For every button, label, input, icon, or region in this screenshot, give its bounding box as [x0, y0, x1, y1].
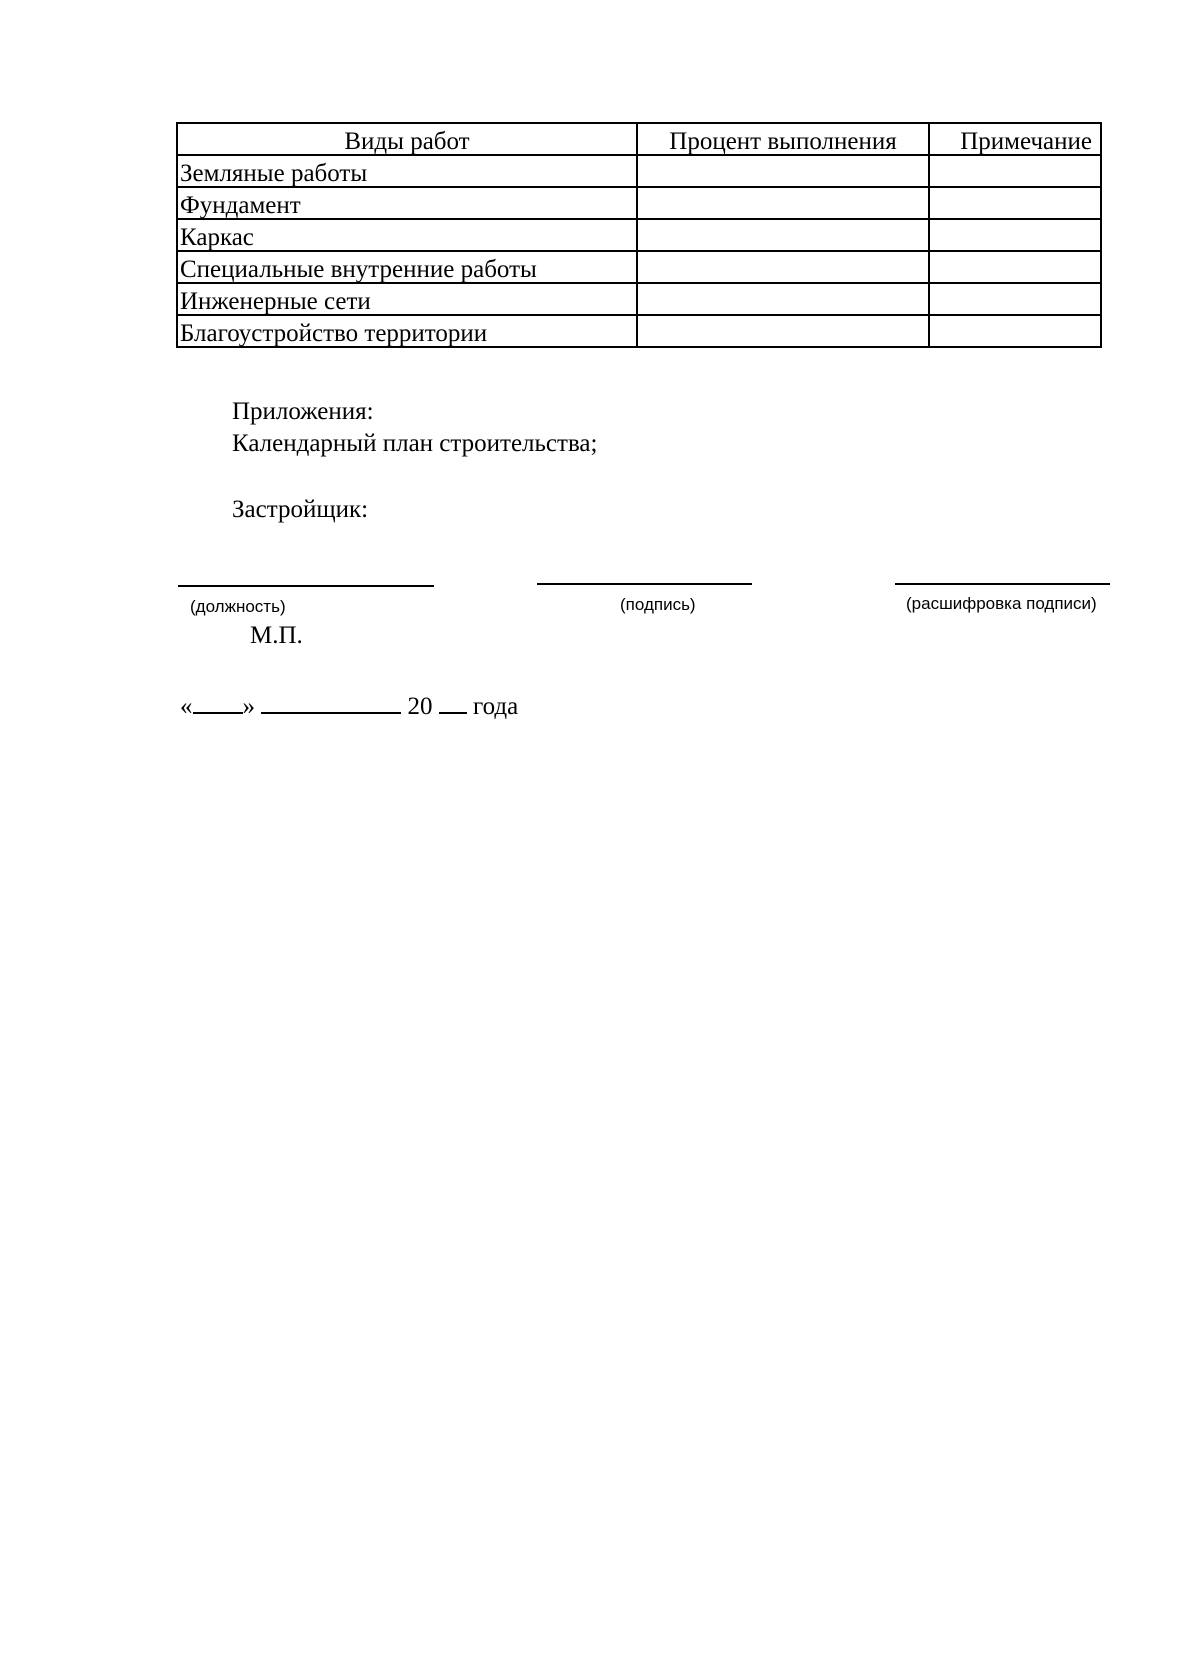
note-cell[interactable] [929, 315, 1101, 347]
date-open-quote: « [180, 693, 193, 720]
percent-cell[interactable] [637, 315, 929, 347]
attachments-item: Календарный план строительства; [232, 430, 598, 457]
table-row [177, 315, 1101, 347]
table-header-row [177, 123, 1101, 155]
percent-cell[interactable] [637, 251, 929, 283]
work-type-cell: Благоустройство территории [177, 315, 637, 347]
note-cell[interactable] [929, 187, 1101, 219]
attachments-heading: Приложения: [232, 398, 374, 425]
decoding-caption: (расшифровка подписи) [906, 594, 1097, 613]
work-type-cell: Фундамент [177, 187, 637, 219]
date-line [180, 690, 518, 721]
header-work-type: Виды работ [177, 123, 637, 155]
percent-cell[interactable] [637, 283, 929, 315]
position-line[interactable] [178, 585, 434, 587]
percent-cell[interactable] [637, 219, 929, 251]
date-year-word: года [473, 693, 519, 720]
work-type-cell: Инженерные сети [177, 283, 637, 315]
date-century: 20 [407, 693, 433, 720]
stamp-label: М.П. [250, 622, 303, 649]
table-row [177, 187, 1101, 219]
date-close-quote: » [242, 693, 255, 720]
header-note: Примечание [929, 123, 1101, 155]
position-caption: (должность) [190, 597, 286, 616]
note-cell[interactable] [929, 251, 1101, 283]
day-blank[interactable] [193, 690, 243, 714]
note-cell[interactable] [929, 155, 1101, 187]
decoding-line[interactable] [895, 583, 1110, 585]
month-blank[interactable] [261, 690, 401, 714]
developer-label: Застройщик: [232, 496, 369, 523]
percent-cell[interactable] [637, 155, 929, 187]
note-cell[interactable] [929, 219, 1101, 251]
header-percent: Процент выполнения [637, 123, 929, 155]
table-row [177, 251, 1101, 283]
signature-caption: (подпись) [620, 595, 696, 614]
table-row [177, 219, 1101, 251]
note-cell[interactable] [929, 283, 1101, 315]
signature-line[interactable] [537, 583, 752, 585]
work-type-cell: Специальные внутренние работы [177, 251, 637, 283]
table-row [177, 283, 1101, 315]
percent-cell[interactable] [637, 187, 929, 219]
table-row [177, 155, 1101, 187]
works-table [176, 122, 1102, 348]
work-type-cell: Каркас [177, 219, 637, 251]
year-blank[interactable] [439, 690, 467, 714]
work-type-cell: Земляные работы [177, 155, 637, 187]
